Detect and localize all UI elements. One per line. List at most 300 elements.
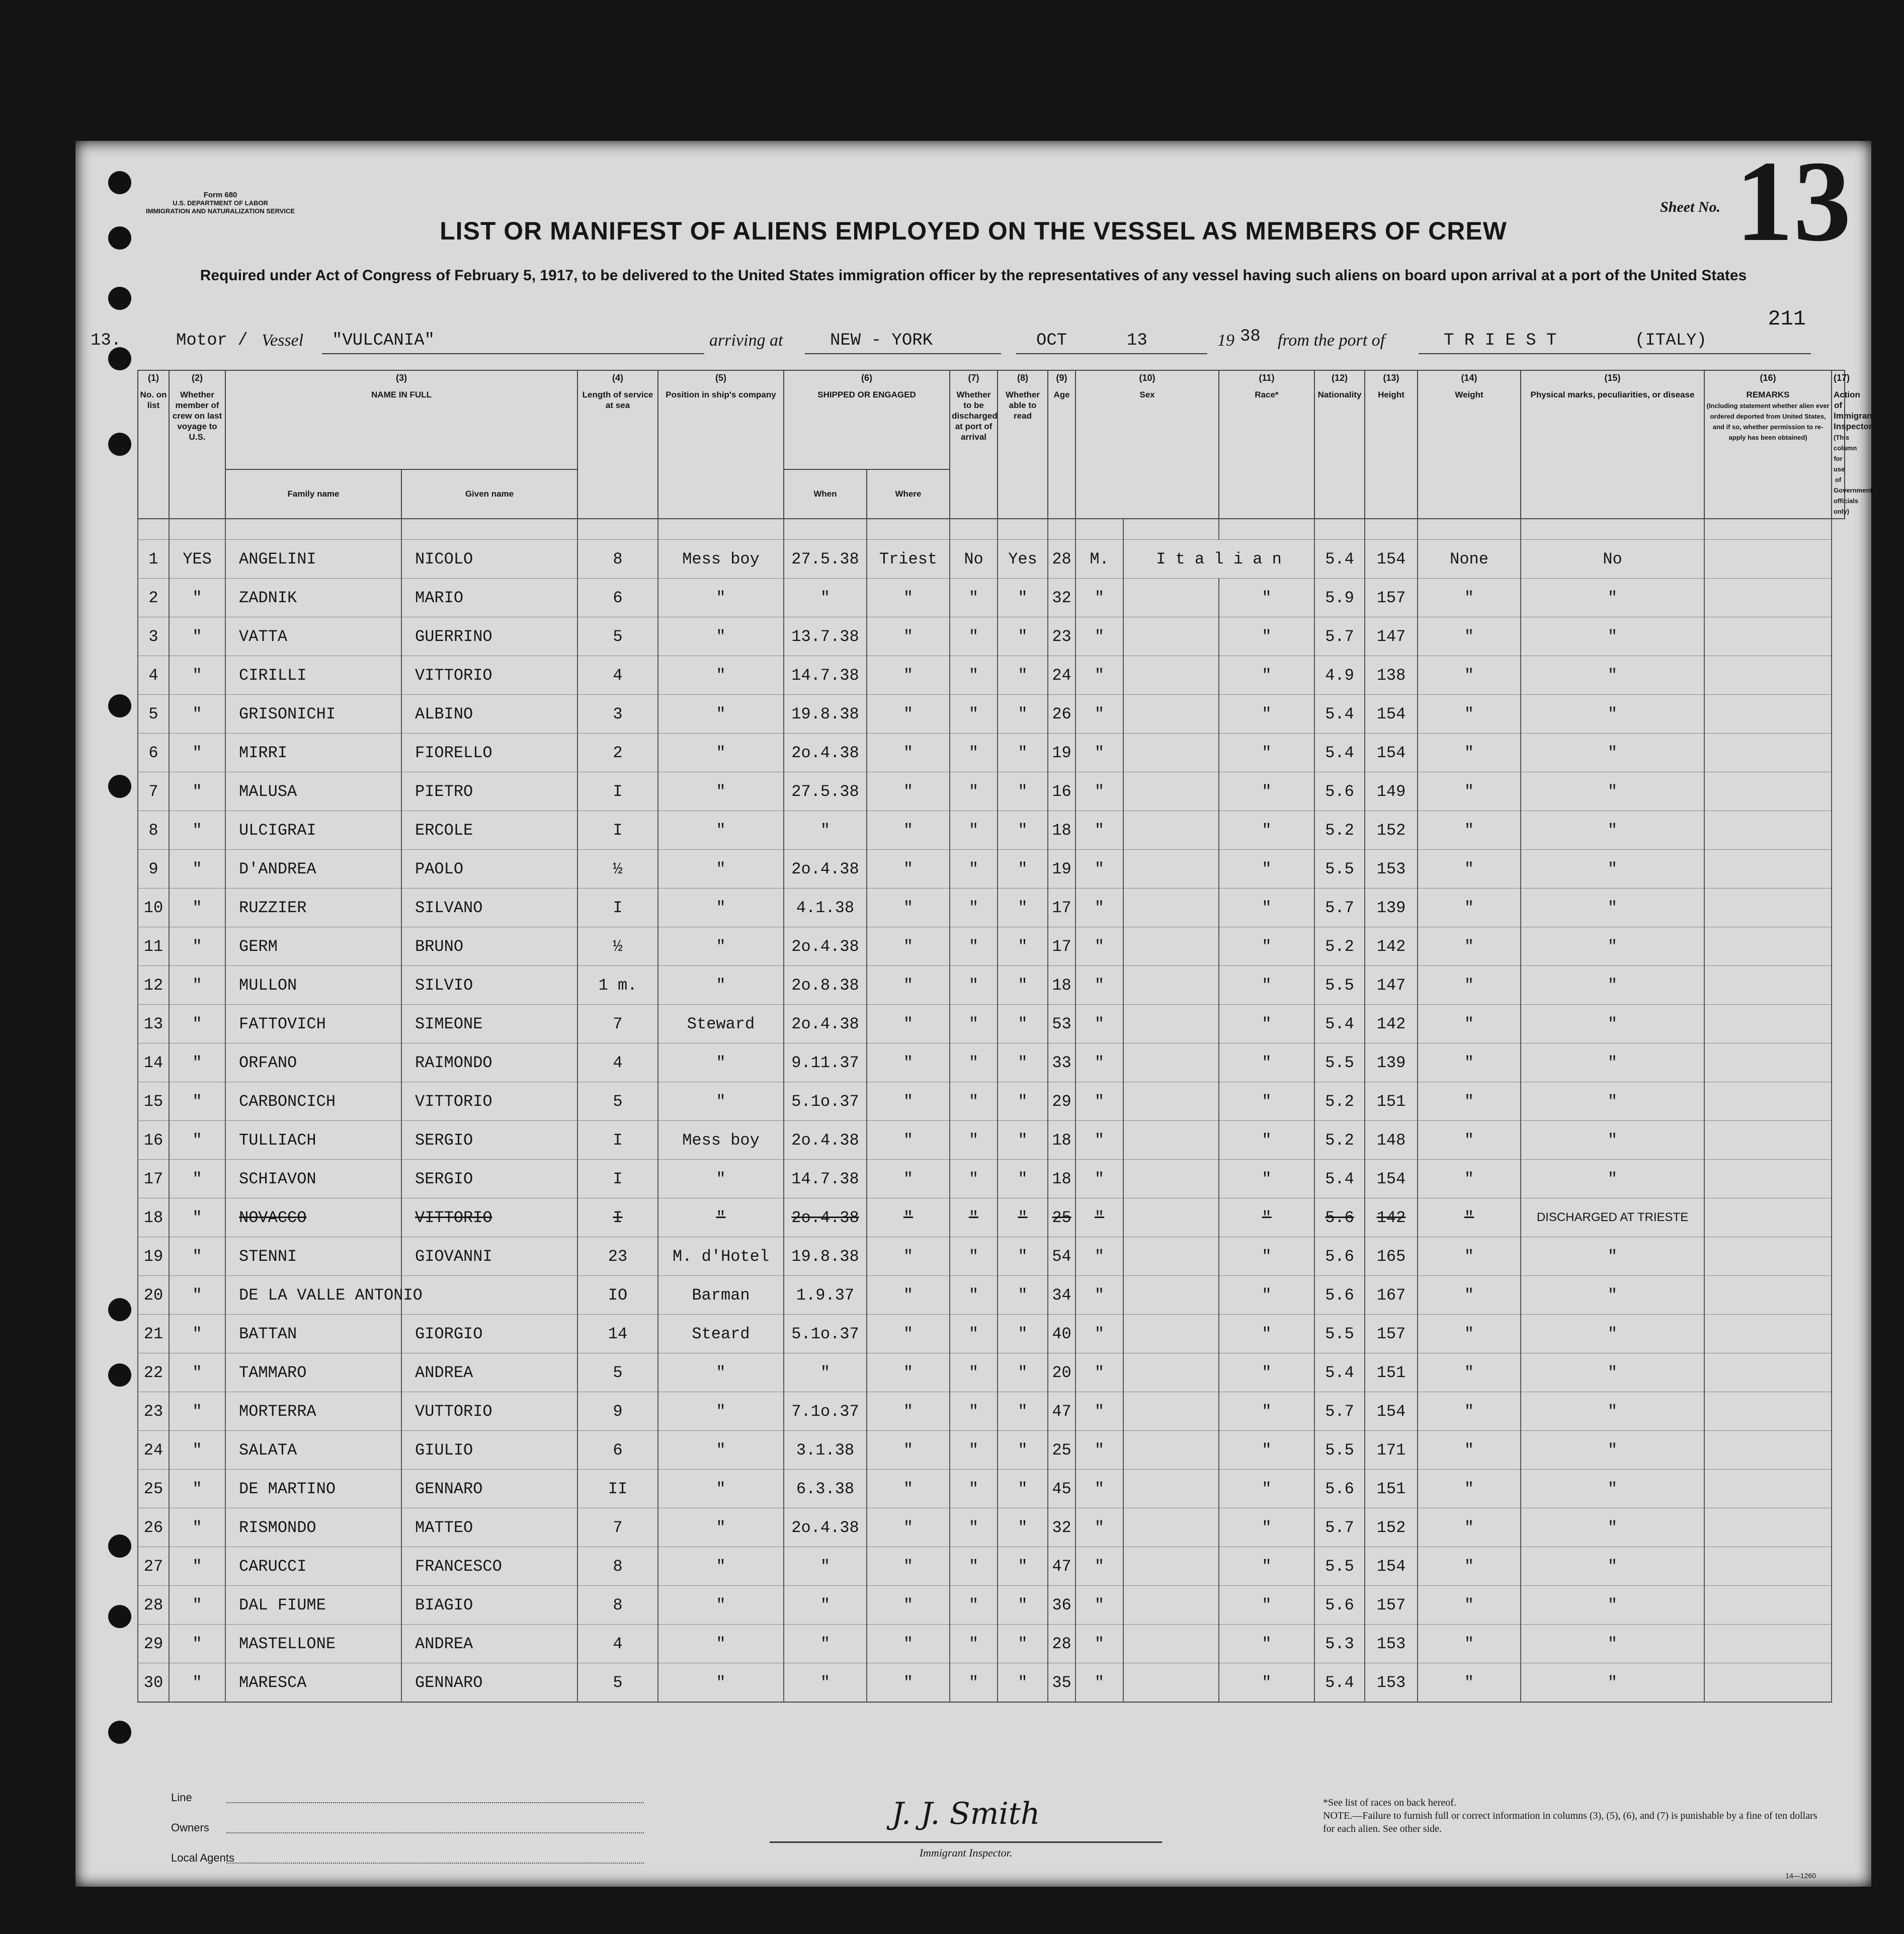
sex-cell: " (1075, 1237, 1123, 1276)
discharged-cell: " (950, 1237, 998, 1276)
service-length-cell: 14 (577, 1315, 658, 1353)
inspector-action-cell (1704, 1586, 1832, 1625)
shipped-where-cell: " (867, 1392, 950, 1431)
physical-marks-cell: " (1418, 811, 1521, 850)
race-cell (1123, 734, 1219, 772)
family-name-cell: GERM (225, 927, 401, 966)
sex-cell: M. (1075, 540, 1123, 579)
height-cell: 5.7 (1314, 617, 1365, 656)
race-cell (1123, 927, 1219, 966)
service-length-cell: 8 (577, 540, 658, 579)
last-voyage-cell: " (169, 1315, 225, 1353)
last-voyage-cell: " (169, 1276, 225, 1315)
given-name-cell: GIULIO (401, 1431, 577, 1470)
able-to-read-cell: " (998, 1508, 1048, 1547)
discharged-cell: " (950, 1547, 998, 1586)
shipped-when-cell: 2o.4.38 (784, 1005, 867, 1043)
owners-field (226, 1832, 644, 1833)
able-to-read-cell: " (998, 617, 1048, 656)
family-name-cell: D'ANDREA (225, 850, 401, 889)
family-name-cell: TULLIACH (225, 1121, 401, 1160)
last-voyage-cell: " (169, 811, 225, 850)
shipped-when-cell: " (784, 1625, 867, 1663)
nationality-cell: " (1219, 617, 1314, 656)
race-cell (1123, 1663, 1219, 1703)
position-cell: " (658, 1625, 784, 1663)
inspector-action-cell (1704, 1005, 1832, 1043)
weight-cell: 154 (1365, 1547, 1418, 1586)
weight-cell: 153 (1365, 1663, 1418, 1703)
service-length-cell: I (577, 889, 658, 927)
last-voyage-cell: " (169, 1082, 225, 1121)
table-row (138, 1431, 1845, 1470)
remarks-cell: " (1521, 1392, 1704, 1431)
table-row (138, 1663, 1845, 1703)
inspector-action-cell (1704, 966, 1832, 1005)
nationality-cell: " (1219, 811, 1314, 850)
table-spacer (138, 519, 1845, 540)
table-row (138, 1198, 1845, 1237)
table-row (138, 1160, 1845, 1198)
inspector-action-cell (1704, 772, 1832, 811)
nationality-cell: " (1219, 656, 1314, 695)
last-voyage-cell: " (169, 1043, 225, 1082)
shipped-when-cell: 2o.4.38 (784, 1198, 867, 1237)
sex-cell: " (1075, 811, 1123, 850)
sex-cell: " (1075, 695, 1123, 734)
physical-marks-cell: " (1418, 1198, 1521, 1237)
table-row (138, 1547, 1845, 1586)
inspector-action-cell (1704, 1431, 1832, 1470)
height-cell: 5.5 (1314, 1547, 1365, 1586)
table-row (138, 617, 1845, 656)
able-to-read-cell: " (998, 927, 1048, 966)
inspector-action-cell (1704, 850, 1832, 889)
shipped-where-cell: " (867, 1043, 950, 1082)
shipped-where-cell: " (867, 617, 950, 656)
position-cell: " (658, 1431, 784, 1470)
discharged-cell: " (950, 811, 998, 850)
inspector-signature: J. J. Smith (891, 1796, 1040, 1831)
position-cell: " (658, 1547, 784, 1586)
table-row (138, 927, 1845, 966)
physical-marks-cell: " (1418, 1315, 1521, 1353)
inspector-action-cell (1704, 1237, 1832, 1276)
shipped-when-cell: " (784, 1663, 867, 1703)
discharged-cell: " (950, 1276, 998, 1315)
table-row (138, 1586, 1845, 1625)
remarks-cell: " (1521, 617, 1704, 656)
weight-cell: 139 (1365, 1043, 1418, 1082)
given-name-cell: ALBINO (401, 695, 577, 734)
row-number: 8 (138, 811, 169, 850)
position-cell: " (658, 889, 784, 927)
arrival-month: OCT (1036, 331, 1067, 350)
remarks-cell: " (1521, 966, 1704, 1005)
position-cell: " (658, 695, 784, 734)
table-row (138, 540, 1845, 579)
last-voyage-cell: " (169, 1508, 225, 1547)
shipped-where-cell: " (867, 1663, 950, 1703)
weight-cell: 139 (1365, 889, 1418, 927)
service-length-cell: ½ (577, 927, 658, 966)
able-to-read-cell: " (998, 1005, 1048, 1043)
service-length-cell: II (577, 1470, 658, 1508)
able-to-read-cell: " (998, 1431, 1048, 1470)
remarks-cell: " (1521, 1237, 1704, 1276)
line-label: Line (171, 1791, 192, 1804)
inspector-action-cell (1704, 1160, 1832, 1198)
shipped-where-cell: " (867, 1470, 950, 1508)
physical-marks-cell: " (1418, 1005, 1521, 1043)
age-cell: 16 (1048, 772, 1075, 811)
weight-cell: 151 (1365, 1353, 1418, 1392)
nationality-cell: " (1219, 1005, 1314, 1043)
remarks-cell: " (1521, 1082, 1704, 1121)
inspector-action-cell (1704, 1547, 1832, 1586)
table-row (138, 695, 1845, 734)
service-length-cell: 4 (577, 656, 658, 695)
row-number: 5 (138, 695, 169, 734)
inspector-action-cell (1704, 1625, 1832, 1663)
arriving-label: arriving at (709, 331, 783, 350)
physical-marks-cell: " (1418, 656, 1521, 695)
punch-hole (108, 1363, 131, 1387)
weight-cell: 152 (1365, 811, 1418, 850)
service-length-cell: 7 (577, 1508, 658, 1547)
table-row (138, 1470, 1845, 1508)
family-name-cell: ORFANO (225, 1043, 401, 1082)
shipped-when-cell: " (784, 1353, 867, 1392)
col-length-of-service: (4) Length of service at sea (577, 370, 658, 519)
family-name-cell: CIRILLI (225, 656, 401, 695)
given-name-cell: ANDREA (401, 1353, 577, 1392)
sheet-label: Sheet No. (1660, 199, 1720, 215)
physical-marks-cell: " (1418, 1276, 1521, 1315)
nationality-cell: " (1219, 1121, 1314, 1160)
nationality-cell: " (1219, 927, 1314, 966)
inspector-action-cell (1704, 1198, 1832, 1237)
table-row (138, 811, 1845, 850)
physical-marks-cell: " (1418, 1625, 1521, 1663)
sex-cell: " (1075, 1663, 1123, 1703)
col-age: (9) Age (1048, 370, 1075, 519)
height-cell: 5.6 (1314, 1198, 1365, 1237)
discharged-cell: " (950, 1508, 998, 1547)
able-to-read-cell: " (998, 1353, 1048, 1392)
service-length-cell: 8 (577, 1547, 658, 1586)
inspector-action-cell (1704, 1353, 1832, 1392)
nationality-cell: " (1219, 1431, 1314, 1470)
punch-hole (108, 1298, 131, 1321)
physical-marks-cell: " (1418, 966, 1521, 1005)
weight-cell: 142 (1365, 927, 1418, 966)
given-name-cell: SILVIO (401, 966, 577, 1005)
row-number: 2 (138, 579, 169, 617)
given-name-cell: SERGIO (401, 1121, 577, 1160)
shipped-where-cell: " (867, 772, 950, 811)
table-row (138, 1276, 1845, 1315)
race-cell (1123, 1237, 1219, 1276)
remarks-cell: " (1521, 1470, 1704, 1508)
able-to-read-cell: " (998, 1470, 1048, 1508)
sex-cell: " (1075, 734, 1123, 772)
shipped-where-cell: " (867, 1315, 950, 1353)
family-name-cell: MORTERRA (225, 1392, 401, 1431)
weight-cell: 142 (1365, 1198, 1418, 1237)
height-cell: 5.3 (1314, 1625, 1365, 1663)
given-name-cell: RAIMONDO (401, 1043, 577, 1082)
race-cell (1123, 1043, 1219, 1082)
last-voyage-cell: " (169, 1237, 225, 1276)
shipped-when-cell: 27.5.38 (784, 772, 867, 811)
position-cell: " (658, 772, 784, 811)
height-cell: 5.6 (1314, 1276, 1365, 1315)
race-cell (1123, 1625, 1219, 1663)
given-name-cell: VITTORIO (401, 656, 577, 695)
discharged-cell: " (950, 1431, 998, 1470)
col-remarks: (16) REMARKS (Including statement whether alien ever ordered deported from United States, and if so, whether permission to re-apply has been obtained) (1704, 370, 1832, 519)
given-name-cell: MARIO (401, 579, 577, 617)
row-number: 6 (138, 734, 169, 772)
vessel-type: Motor / (176, 331, 248, 350)
weight-cell: 138 (1365, 656, 1418, 695)
position-cell: " (658, 966, 784, 1005)
race-cell (1123, 1547, 1219, 1586)
position-cell: Mess boy (658, 1121, 784, 1160)
shipped-where-cell: " (867, 1082, 950, 1121)
voyage-line (91, 327, 1811, 357)
height-cell: 5.7 (1314, 889, 1365, 927)
shipped-when-cell: 1.9.37 (784, 1276, 867, 1315)
shipped-when-cell: 7.1o.37 (784, 1392, 867, 1431)
vessel-name: "VULCANIA" (332, 331, 435, 350)
punch-hole (108, 1535, 131, 1558)
shipped-when-cell: 2o.4.38 (784, 1508, 867, 1547)
position-cell: " (658, 1160, 784, 1198)
year-prefix: 19 (1217, 331, 1234, 350)
family-name-cell: CARUCCI (225, 1547, 401, 1586)
physical-marks-cell: " (1418, 1508, 1521, 1547)
nationality-cell: " (1219, 1315, 1314, 1353)
nationality-cell: " (1219, 772, 1314, 811)
able-to-read-cell: " (998, 656, 1048, 695)
last-voyage-cell: " (169, 850, 225, 889)
discharged-cell: " (950, 1353, 998, 1392)
height-cell: 5.5 (1314, 966, 1365, 1005)
given-name-cell: SIMEONE (401, 1005, 577, 1043)
position-cell: " (658, 1470, 784, 1508)
height-cell: 5.5 (1314, 1431, 1365, 1470)
height-cell: 5.6 (1314, 1470, 1365, 1508)
discharged-cell: " (950, 1121, 998, 1160)
row-number: 15 (138, 1082, 169, 1121)
family-name-cell: ZADNIK (225, 579, 401, 617)
document-subtitle: Required under Act of Congress of February 5, 1917, to be delivered to the United States immigration officer by the representatives of any vessel having such aliens on board upon arrival at a port of the United States (200, 267, 1747, 284)
shipped-when-cell: 2o.8.38 (784, 966, 867, 1005)
shipped-where-cell: " (867, 811, 950, 850)
age-cell: 29 (1048, 1082, 1075, 1121)
shipped-where-cell: " (867, 734, 950, 772)
sex-cell: " (1075, 1276, 1123, 1315)
sex-cell: " (1075, 1392, 1123, 1431)
col-where: Where (867, 469, 950, 519)
shipped-where-cell: " (867, 966, 950, 1005)
race-cell (1123, 1392, 1219, 1431)
remarks-cell: " (1521, 1353, 1704, 1392)
family-name-cell: SALATA (225, 1431, 401, 1470)
height-cell: 5.2 (1314, 1082, 1365, 1121)
age-cell: 53 (1048, 1005, 1075, 1043)
race-cell (1123, 656, 1219, 695)
table-row (138, 966, 1845, 1005)
age-cell: 18 (1048, 966, 1075, 1005)
weight-cell: 157 (1365, 1586, 1418, 1625)
vessel-label: Vessel (262, 331, 304, 350)
discharged-cell: " (950, 617, 998, 656)
physical-marks-cell: " (1418, 1160, 1521, 1198)
sex-cell: " (1075, 1547, 1123, 1586)
age-cell: 47 (1048, 1392, 1075, 1431)
given-name-cell: PIETRO (401, 772, 577, 811)
shipped-when-cell: 9.11.37 (784, 1043, 867, 1082)
able-to-read-cell: " (998, 1237, 1048, 1276)
family-name-cell: STENNI (225, 1237, 401, 1276)
physical-marks-cell: " (1418, 927, 1521, 966)
inspector-action-cell (1704, 1508, 1832, 1547)
row-number: 22 (138, 1353, 169, 1392)
shipped-when-cell: 27.5.38 (784, 540, 867, 579)
position-cell: " (658, 1043, 784, 1082)
remarks-cell: " (1521, 656, 1704, 695)
family-name-cell: GRISONICHI (225, 695, 401, 734)
shipped-where-cell: " (867, 695, 950, 734)
weight-cell: 142 (1365, 1005, 1418, 1043)
last-voyage-cell: " (169, 1663, 225, 1703)
margin-number: 13. (91, 331, 122, 350)
punch-hole (108, 171, 131, 194)
nationality-cell: " (1219, 1470, 1314, 1508)
able-to-read-cell: " (998, 1625, 1048, 1663)
inspector-action-cell (1704, 540, 1832, 579)
family-name-cell: SCHIAVON (225, 1160, 401, 1198)
race-cell (1123, 1431, 1219, 1470)
sheet-reference: 211 (1768, 307, 1806, 331)
race-cell (1123, 1198, 1219, 1237)
position-cell: " (658, 617, 784, 656)
punch-hole (108, 287, 131, 310)
family-name-cell: MIRRI (225, 734, 401, 772)
shipped-when-cell: 5.1o.37 (784, 1082, 867, 1121)
inspector-action-cell (1704, 1276, 1832, 1315)
nationality-cell: " (1219, 850, 1314, 889)
remarks-cell: " (1521, 1663, 1704, 1703)
shipped-when-cell: 5.1o.37 (784, 1315, 867, 1353)
last-voyage-cell: " (169, 1121, 225, 1160)
sex-cell: " (1075, 1625, 1123, 1663)
sex-cell: " (1075, 1508, 1123, 1547)
inspector-action-cell (1704, 656, 1832, 695)
discharged-cell: " (950, 1198, 998, 1237)
able-to-read-cell: " (998, 1198, 1048, 1237)
family-name-cell: TAMMARO (225, 1353, 401, 1392)
able-to-read-cell: " (998, 1160, 1048, 1198)
arriving-line (805, 353, 1001, 354)
height-cell: 5.4 (1314, 695, 1365, 734)
height-cell: 5.4 (1314, 1353, 1365, 1392)
age-cell: 24 (1048, 656, 1075, 695)
penalty-note: NOTE.—Failure to furnish full or correct information in columns (3), (5), (6), and (7) is punishable by a fine of ten dollars for each alien. See other side. (1323, 1810, 1817, 1834)
port-line (1419, 353, 1811, 354)
last-voyage-cell: " (169, 1586, 225, 1625)
sex-cell: " (1075, 1198, 1123, 1237)
shipped-where-cell: Triest (867, 540, 950, 579)
position-cell: " (658, 1508, 784, 1547)
shipped-when-cell: 19.8.38 (784, 1237, 867, 1276)
last-voyage-cell: " (169, 1353, 225, 1392)
height-cell: 5.5 (1314, 1043, 1365, 1082)
col-nationality: (12) Nationality (1314, 370, 1365, 519)
local-agents-field (226, 1863, 644, 1864)
remarks-cell: " (1521, 927, 1704, 966)
row-number: 7 (138, 772, 169, 811)
position-cell: " (658, 1586, 784, 1625)
weight-cell: 165 (1365, 1237, 1418, 1276)
inspector-action-cell (1704, 1082, 1832, 1121)
punch-hole (108, 433, 131, 456)
age-cell: 33 (1048, 1043, 1075, 1082)
department: U.S. DEPARTMENT OF LABOR (173, 199, 268, 207)
discharged-cell: " (950, 1160, 998, 1198)
height-cell: 5.7 (1314, 1392, 1365, 1431)
table-row (138, 579, 1845, 617)
service-length-cell: 6 (577, 1431, 658, 1470)
race-cell (1123, 579, 1219, 617)
punch-hole (108, 775, 131, 798)
able-to-read-cell: " (998, 695, 1048, 734)
discharged-cell: " (950, 1043, 998, 1082)
table-row (138, 1353, 1845, 1392)
last-voyage-cell: " (169, 772, 225, 811)
shipped-where-cell: " (867, 889, 950, 927)
weight-cell: 157 (1365, 1315, 1418, 1353)
service-length-cell: 5 (577, 1082, 658, 1121)
nationality-cell: " (1219, 1237, 1314, 1276)
race-cell (1123, 811, 1219, 850)
physical-marks-cell: " (1418, 695, 1521, 734)
service-length-cell: 5 (577, 1353, 658, 1392)
height-cell: 5.4 (1314, 540, 1365, 579)
age-cell: 28 (1048, 540, 1075, 579)
height-cell: 5.6 (1314, 1237, 1365, 1276)
service-length-cell: 4 (577, 1043, 658, 1082)
discharged-cell: " (950, 1663, 998, 1703)
able-to-read-cell: " (998, 772, 1048, 811)
family-name-cell: FATTOVICH (225, 1005, 401, 1043)
discharged-cell: " (950, 1586, 998, 1625)
col-shipped-or-engaged: (6) SHIPPED OR ENGAGED (784, 370, 950, 469)
discharged-cell: " (950, 1005, 998, 1043)
shipped-when-cell: " (784, 811, 867, 850)
position-cell: " (658, 927, 784, 966)
service-length-cell: 5 (577, 1663, 658, 1703)
height-cell: 5.4 (1314, 1160, 1365, 1198)
remarks-cell: " (1521, 579, 1704, 617)
race-cell (1123, 1470, 1219, 1508)
sex-cell: " (1075, 966, 1123, 1005)
table-row (138, 1625, 1845, 1663)
table-row (138, 772, 1845, 811)
